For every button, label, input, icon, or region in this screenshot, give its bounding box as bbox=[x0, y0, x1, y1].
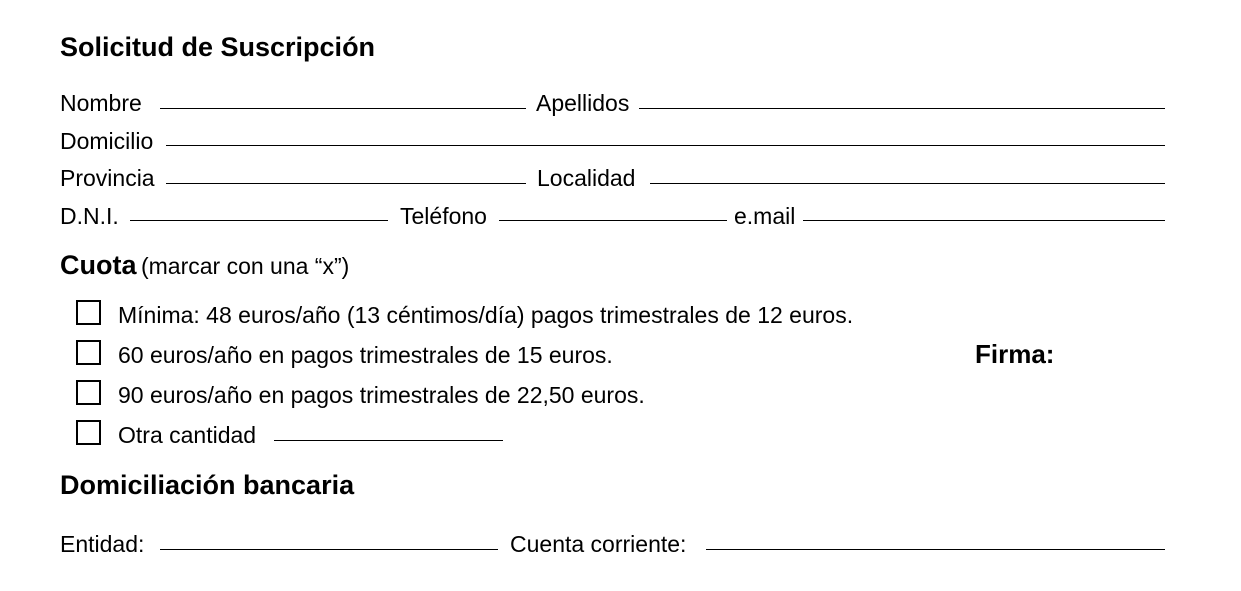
email-label: e.mail bbox=[734, 203, 796, 229]
provincia-label: Provincia bbox=[60, 165, 155, 191]
dni-label: D.N.I. bbox=[60, 203, 119, 229]
localidad-label: Localidad bbox=[537, 165, 636, 191]
form-title: Solicitud de Suscripción bbox=[60, 32, 376, 62]
option-minima-label: Mínima: 48 euros/año (13 céntimos/día) pagos trimestrales de 12 euros. bbox=[118, 302, 854, 328]
apellidos-field[interactable] bbox=[639, 108, 1165, 109]
bank-heading: Domiciliación bancaria bbox=[60, 470, 355, 500]
domicilio-field[interactable] bbox=[166, 145, 1165, 146]
option-60-label: 60 euros/año en pagos trimestrales de 15 euros. bbox=[118, 342, 613, 368]
checkbox-90[interactable] bbox=[76, 380, 101, 405]
checkbox-60[interactable] bbox=[76, 340, 101, 365]
domicilio-label: Domicilio bbox=[60, 128, 154, 154]
cuenta-field[interactable] bbox=[706, 549, 1165, 550]
firma-label: Firma: bbox=[975, 339, 1055, 369]
cuota-heading: Cuota bbox=[60, 250, 137, 280]
cuota-section-header bbox=[60, 250, 349, 281]
entidad-label: Entidad: bbox=[60, 531, 145, 557]
nombre-label: Nombre bbox=[60, 90, 142, 116]
dni-field[interactable] bbox=[130, 220, 388, 221]
provincia-field[interactable] bbox=[166, 183, 526, 184]
option-90-label: 90 euros/año en pagos trimestrales de 22,50 euros. bbox=[118, 382, 645, 408]
otra-cantidad-field[interactable] bbox=[274, 440, 503, 441]
option-otra-label: Otra cantidad bbox=[118, 422, 257, 448]
entidad-field[interactable] bbox=[160, 549, 498, 550]
email-field[interactable] bbox=[803, 220, 1165, 221]
cuota-note: (marcar con una “x”) bbox=[140, 253, 350, 279]
cuenta-label: Cuenta corriente: bbox=[510, 531, 687, 557]
localidad-field[interactable] bbox=[650, 183, 1165, 184]
checkbox-minima[interactable] bbox=[76, 300, 101, 325]
nombre-field[interactable] bbox=[160, 108, 526, 109]
apellidos-label: Apellidos bbox=[536, 90, 630, 116]
checkbox-otra[interactable] bbox=[76, 420, 101, 445]
telefono-label: Teléfono bbox=[400, 203, 487, 229]
telefono-field[interactable] bbox=[499, 220, 727, 221]
